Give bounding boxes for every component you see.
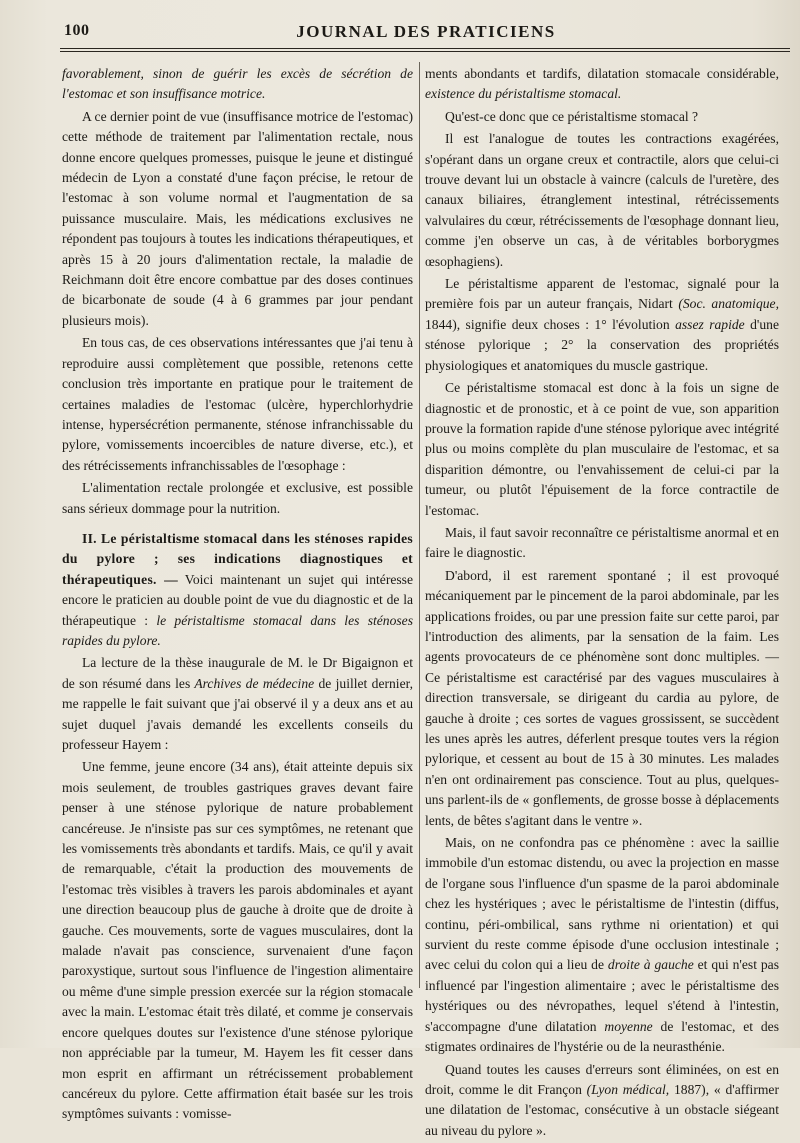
- journal-title: JOURNAL DES PRATICIENS: [296, 22, 556, 41]
- section-text-italic: le péristaltisme stomacal dans les sténoses rapides du pylore.: [62, 612, 413, 648]
- column-divider: [419, 62, 420, 988]
- paragraph: ments abondants et tardifs, dilatation stomacale considérable, existence du péristaltisme stomacal.: [425, 66, 779, 102]
- paragraph: La lecture de la thèse inaugurale de M. le Dr Bigaignon et de son résumé dans les Archives de médecine de juillet dernier, me rappelle le fait suivant que j'ai observé il y a deux ans et au sujet duquel j'avais demandé les excellents conseils du professeur Hayem :: [62, 655, 413, 752]
- paragraph: Ce péristaltisme stomacal est donc à la fois un signe de diagnostic et de pronostic, et à ce point de vue, son apparition prouve la formation rapide d'une sténose pylorique avec intégrité plus ou moins complète du plan musculaire de l'estomac, et sa disparition démontre, ou l'envahissement de celui-ci par la tumeur, ou plutôt l'épuisement de la force contractile de l'estomac.: [425, 380, 779, 518]
- paragraph: Qu'est-ce donc que ce péristaltisme stomacal ?: [445, 108, 699, 124]
- paragraph: favorablement, sinon de guérir les excès de sécrétion de l'estomac et son insuffisance motrice.: [62, 66, 413, 102]
- section-heading: II. Le péristaltisme stomacal dans les sténoses rapides du pylore ; ses indications diagnostiques et thérapeutiques. —: [62, 530, 413, 587]
- paragraph: Une femme, jeune encore (34 ans), était atteinte depuis six mois seulement, de troubles gastriques graves devant faire penser à une sténose pylorique de nature probablement cancéreuse. Je n'insiste pas sur ces symptômes, ne retenant que les vomissements très abondants et tardifs. Mais, ce qu'il y avait de remarquable, c'était la production des mouvements de l'estomac très visibles à travers les parois abdominales et ayant une direction beaucoup plus de gauche à droite que de droite à gauche. Ces mouvements, sorte de vagues musculaires, dont la malade n'avait pas conscience, survenaient d'une façon paroxystique, surtout sous l'influence de l'ingestion alimentaire ou même d'une simple pression exercée sur la région stomacale avec la main. L'estomac était très dilaté, et comme je conservais encore quelques doutes sur l'existence d'une sténose pylorique non appréciable par la tumeur, M. Hayem les fit cesser dans mon esprit en affirmant un rétrécissement probablement cancéreux du pylore. Cette affirmation était basée sur les trois symptômes suivants : vomisse-: [62, 759, 413, 1122]
- section-text: Voici maintenant un sujet qui intéresse encore le praticien au double point de vue du diagnostic et de la thérapeutique :: [62, 571, 413, 628]
- page-number: 100: [64, 22, 90, 39]
- paragraph: Il est l'analogue de toutes les contractions exagérées, s'opérant dans un organe creux et contractile, alors que celui-ci trouve devant lui un obstacle à vaincre (calculs de l'uretère, des canaux biliaires, étranglement intestinal, rétrécissements valvulaires du cœur, rétrécissements de l'œsophage donnant lieu, comme j'en observe un cas, à de véritables borborygmes œsophagiens).: [425, 131, 779, 269]
- section-paragraph: [62, 529, 413, 651]
- paragraph: D'abord, il est rarement spontané ; il est provoqué mécaniquement par le pincement de la paroi abdominale, par les applications froides, ou par une pression faite sur cette paroi, par l'introduction des aliments, par la sensation de la faim. Les agents provocateurs de ce phénomène sont donc multiples. — Ce péristaltisme est caractérisé par des vagues musculaires à direction transversale, se dirigeant du cardia au pylore, de gauche à droite ; ces sortes de vagues grossissent, se succèdent les unes après les autres, déferlent presque toutes vers la région pylorique, et cessent au bout de 15 à 30 minutes. Les malades n'en ont ordinairement pas conscience. Tout au plus, quelques-uns parlent-ils de « gonflements, de grosse bosse à déplacements lents, de bêtes s'agitant dans le ventre ».: [425, 567, 779, 828]
- page-header: [64, 20, 788, 46]
- paragraph: Le péristaltisme apparent de l'estomac, signalé pour la première fois par un auteur français, Nidart (Soc. anatomique, 1844), signifie deux choses : 1° l'évolution assez rapide d'une sténose pylorique ; 2° la conservation des propriétés physiologiques et anatomiques du muscle gastrique.: [425, 276, 779, 373]
- paragraph: En tous cas, de ces observations intéressantes que j'ai tenu à reproduire aussi complètement que possible, retenons cette conclusion très importante en pratique pour le traitement de certaines maladies de l'estomac (ulcère, hyperchlorhydrie intense, hypersécrétion permanente, sténose infranchissable du pylore, vomissements incoercibles de nature diverse, etc.), et des rétrécissements infranchissables de l'œsophage :: [62, 335, 413, 473]
- paragraph: Mais, il faut savoir reconnaître ce péristaltisme anormal et en faire le diagnostic.: [425, 524, 779, 561]
- right-column: [425, 64, 779, 1143]
- header-rule: [60, 48, 790, 52]
- paragraph: Quand toutes les causes d'erreurs sont éliminées, on est en droit, comme le dit Françon (Lyon médical, 1887), « d'affirmer une dilatation de l'estomac, consécutive à un obstacle siégeant au niveau du pylore ».: [425, 1061, 779, 1138]
- paragraph: A ce dernier point de vue (insuffisance motrice de l'estomac) cette méthode de traitement par l'alimentation rectale, nous donne encore quelques promesses, puisque le jeune et distingué médecin de Lyon a constaté d'une façon précise, le retour de l'estomac à son volume normal et l'augmentation de sa puissance musculaire. Mais, les médications exclusives ne répondent pas toujours à toutes les indications thérapeutiques, et après 15 à 20 jours d'alimentation rectale, la maladie de Reichmann doit être encore combattue par des doses continues de bicarbonate de soude (4 à 6 grammes par jour pendant plusieurs mois).: [62, 108, 413, 328]
- left-column: [62, 64, 413, 1127]
- paragraph: L'alimentation rectale prolongée et exclusive, est possible sans sérieux dommage pour la nutrition.: [62, 480, 413, 516]
- paragraph: Mais, on ne confondra pas ce phénomène : avec la saillie immobile d'un estomac distendu, ou avec la projection en masse de l'organe sous l'influence d'un spasme de la paroi abdominale chez les hystériques ; avec le péristaltisme de l'intestin (diffus, continu, péri-ombilical, sans rythme ni orientation) et qui survient du reste comme épisode d'une occlusion intestinale ; avec celui du colon qui a lieu de droite à gauche et qui n'est pas influencé par l'ingestion alimentaire ; avec le péristaltisme des hystériques ou des névropathes, lequel s'étend à l'intestin, s'accompagne d'une dilatation moyenne de l'estomac, et des stigmates ordinaires de l'hystérie ou de la neurasthénie.: [425, 835, 779, 1055]
